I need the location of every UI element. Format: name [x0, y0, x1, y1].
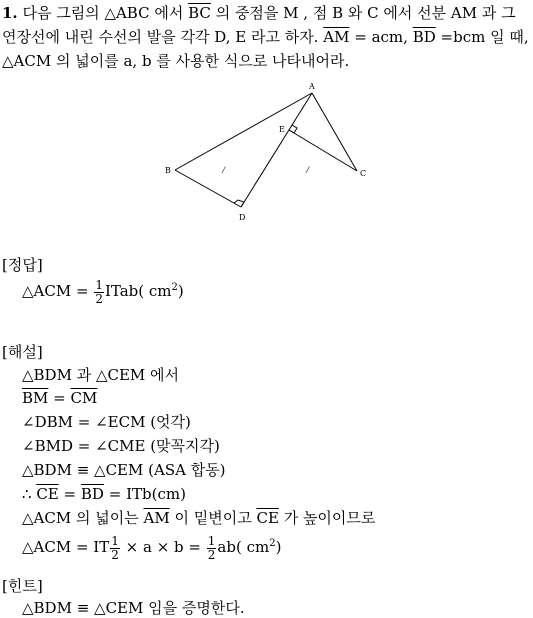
problem-number: 1.: [2, 4, 18, 22]
explanation-line-3: ∠DBM = ∠ECM (엇각): [22, 413, 191, 431]
segment-DA: [241, 93, 312, 207]
explanation-line-4: ∠BMD = ∠CME (맞꼭지각): [22, 437, 220, 455]
explanation-line-6: ∴ $\overline{CE} = \overline{BD} = ITb(cm)$: [22, 485, 186, 503]
problem-line-2: 연장선에 내린 수선의 발을 각각 D, E 라고 하자. $\overline{AM}$ = acm, $\overline{BD} =bcm$ 일 때,: [2, 28, 529, 46]
explanation-line-8: △ACM = IT $\frac{1}{2}$ × a × b = $\frac{1}{2}$ ab( $cm^2$): [22, 533, 282, 562]
problem-line-1: 1. 다음 그림의 △ABC 에서 $\overline{BC}$ 의 중점을 M , 점 B 와 C 에서 선분 AM 과 그: [2, 4, 516, 22]
segment-CE: [289, 130, 357, 171]
explanation-line-7: △ACM 의 넓이는 $\overline{AM}$ 이 밑변이고 $\overline{CE}$ 가 높이이므로: [22, 509, 376, 527]
answer-header: [정답]: [2, 256, 43, 274]
label-D: D: [239, 213, 246, 222]
label-E: E: [279, 125, 285, 134]
fraction-1: $\frac{1}{2}$: [111, 533, 119, 562]
explanation-line-1: △BDM 과 △CEM 에서: [22, 366, 180, 384]
problem-line-3: △ACM 의 넓이를 a, b 를 사용한 식으로 나타내어라.: [2, 52, 350, 70]
explanation-line-2: $\overline{BM} = \overline{CM}$: [22, 389, 98, 407]
label-A: A: [309, 82, 315, 91]
label-B: B: [165, 166, 171, 175]
right-angle-E: [289, 125, 297, 133]
hint-text: △BDM ≡ △CEM 임을 증명한다.: [22, 599, 245, 617]
explanation-header: [해설]: [2, 343, 43, 361]
answer-formula: △ACM = $\frac{1}{2}$ ITab( $cm^2$): [22, 277, 184, 306]
tick-CM: ⁄: [307, 166, 309, 175]
fraction-2: $\frac{1}{2}$: [207, 533, 216, 562]
tick-BM: ⁄: [223, 166, 225, 175]
segment-AC: [312, 93, 357, 171]
explanation-line-5: △BDM ≡ △CEM (ASA 합동): [22, 461, 226, 479]
answer-fraction: $\frac{1}{2}$: [95, 277, 103, 306]
segment-BD: [175, 170, 241, 207]
label-C: C: [360, 169, 367, 178]
hint-header: [힌트]: [2, 577, 43, 595]
